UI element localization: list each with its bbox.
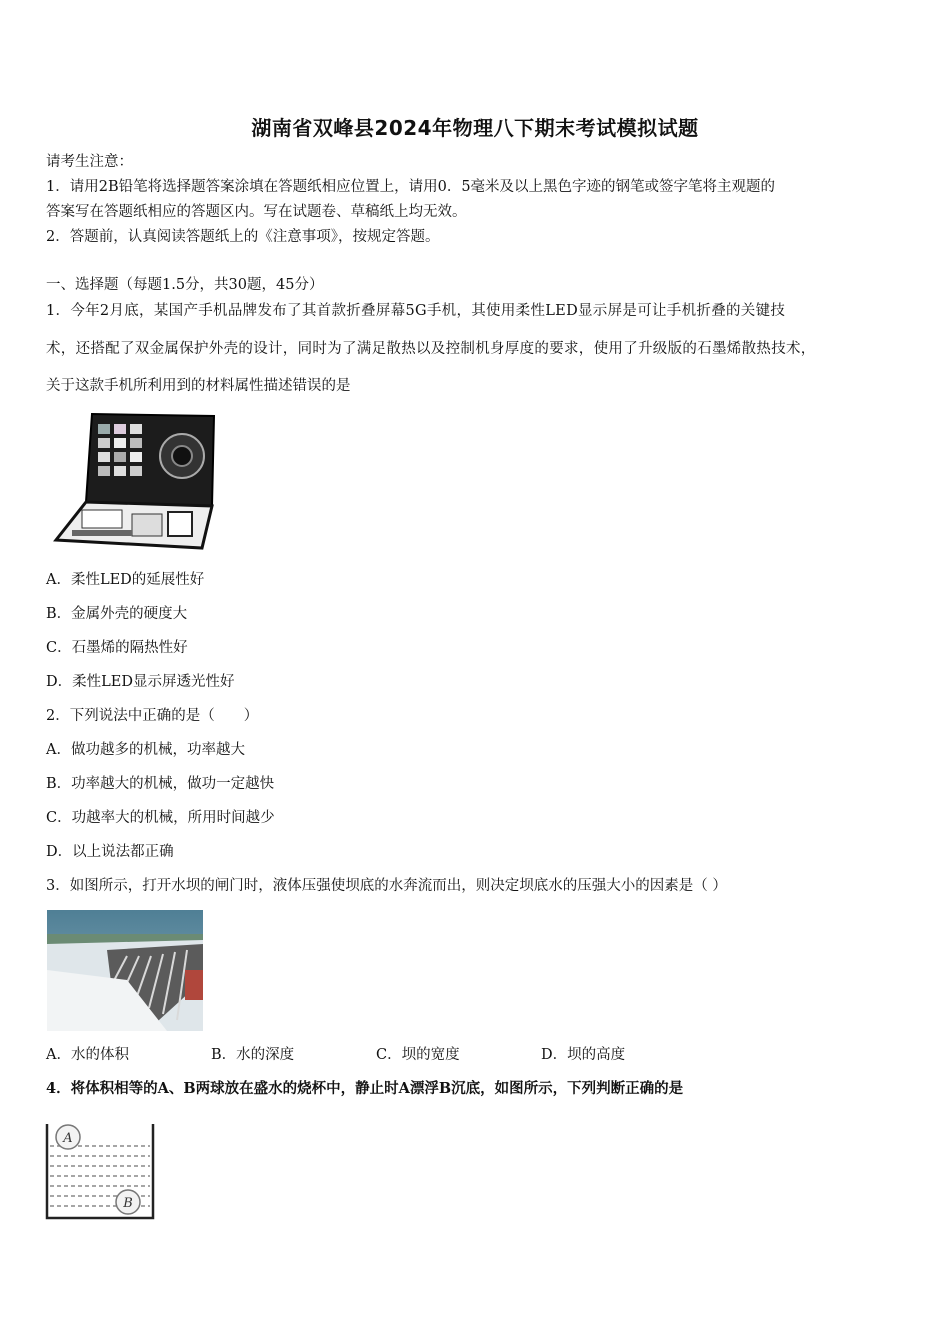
- dam-photo-figure: [47, 910, 203, 1031]
- question-2-stem: 2．下列说法中正确的是（ ）: [46, 708, 259, 724]
- question-1-line-3: 关于这款手机所利用到的材料属性描述错误的是: [46, 378, 351, 394]
- question-3-stem: 3．如图所示，打开水坝的闸门时，液体压强使坝底的水奔流而出，则决定坝底水的压强大小的因素是（ ）: [46, 878, 727, 894]
- q1-option-b: B．金属外壳的硬度大: [46, 606, 188, 622]
- section-heading: 一、选择题（每题1.5分，共30题，45分）: [46, 277, 324, 293]
- q2-option-b: B．功率越大的机械，做功一定越快: [46, 776, 275, 792]
- folding-phone-figure: [52, 410, 218, 552]
- q1-option-d: D．柔性LED显示屏透光性好: [46, 674, 235, 690]
- notice-heading: 请考生注意：: [46, 154, 133, 170]
- ball-a-label: A: [63, 1131, 73, 1146]
- q3-option-c: C．坝的宽度: [376, 1047, 460, 1063]
- question-4-stem: 4．将体积相等的A、B两球放在盛水的烧杯中，静止时A漂浮B沉底，如图所示，下列判断正确的是: [46, 1080, 684, 1097]
- q3-option-a: A．水的体积: [46, 1047, 129, 1063]
- notice-item-1-line-2: 答案写在答题纸相应的答题区内。写在试题卷、草稿纸上均无效。: [46, 204, 467, 220]
- q1-option-c: C．石墨烯的隔热性好: [46, 640, 188, 656]
- q3-option-d: D．坝的高度: [541, 1047, 626, 1063]
- q2-option-a: A．做功越多的机械，功率越大: [46, 742, 245, 758]
- question-1-line-2: 术，还搭配了双金属保护外壳的设计，同时为了满足散热以及控制机身厚度的要求，使用了升级版的石墨烯散热技术，: [46, 341, 816, 357]
- q1-option-a: A．柔性LED的延展性好: [46, 572, 205, 588]
- q2-option-d: D．以上说法都正确: [46, 844, 174, 860]
- question-1-line-1: 1．今年2月底，某国产手机品牌发布了其首款折叠屏幕5G手机，其使用柔性LED显示屏是可让手机折叠的关键技: [46, 303, 786, 319]
- ball-b-label: B: [123, 1196, 133, 1211]
- q2-option-c: C．功越率大的机械，所用时间越少: [46, 810, 275, 826]
- q3-option-b: B．水的深度: [211, 1047, 295, 1063]
- beaker-figure: [44, 1122, 156, 1222]
- page-title: 湖南省双峰县2024年物理八下期末考试模拟试题: [251, 116, 699, 140]
- notice-item-1-line-1: 1．请用2B铅笔将选择题答案涂填在答题纸相应位置上，请用0．5毫米及以上黑色字迹的钢笔或签字笔将主观题的: [46, 179, 776, 195]
- notice-item-2: 2．答题前，认真阅读答题纸上的《注意事项》，按规定答题。: [46, 229, 440, 245]
